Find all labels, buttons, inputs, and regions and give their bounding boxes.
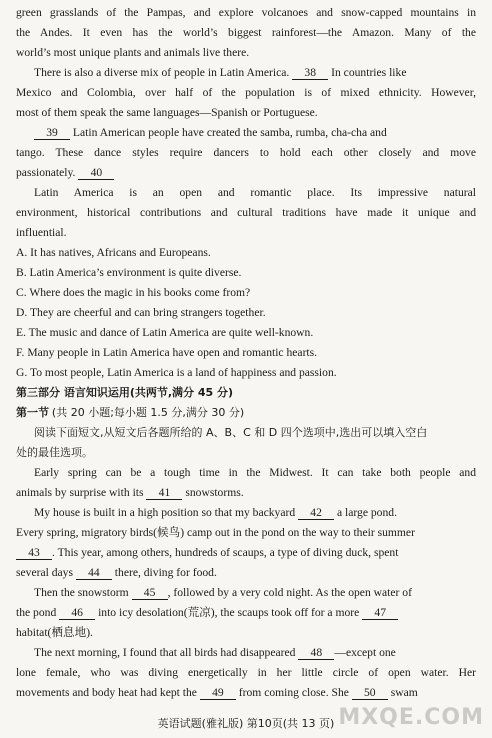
text-segment: several days xyxy=(16,566,73,579)
text-line: tango. These dance styles require dancers to hold each other closely and move xyxy=(16,146,476,159)
text-line xyxy=(16,686,476,700)
watermark-logo xyxy=(338,705,484,730)
blank-49: 49 xyxy=(200,687,236,700)
text-segment: —except one xyxy=(334,646,396,659)
text-line: environment, historical contributions and cultural traditions have made it unique and xyxy=(16,206,476,219)
text-segment: , followed by a very cold night. As the open water of xyxy=(167,586,412,599)
instruction-line: 处的最佳选项。 xyxy=(16,446,93,459)
text-segment: passionately. xyxy=(16,166,76,179)
text-segment: snowstorms. xyxy=(185,486,244,499)
text-line xyxy=(34,506,476,520)
option-c: C. Where does the magic in his books come from? xyxy=(16,286,251,299)
text-segment: Latin American people have created the samba, rumba, cha-cha and xyxy=(72,126,387,139)
blank-39: 39 xyxy=(34,127,70,140)
text-segment: Then the snowstorm xyxy=(34,586,129,599)
text-line xyxy=(34,126,476,140)
text-segment: into icy desolation(荒凉), the scaups took off for a more xyxy=(98,606,360,619)
text-line: Latin America is an open and romantic place. Its impressive natural xyxy=(34,186,476,199)
blank-43: 43 xyxy=(16,547,52,560)
text-segment: there, diving for food. xyxy=(114,566,217,579)
text-line: green grasslands of the Pampas, and explore volcanoes and snow-capped mountains in xyxy=(16,6,476,19)
text-line xyxy=(16,166,476,180)
option-d: D. They are cheerful and can bring strangers together. xyxy=(16,306,266,319)
text-line xyxy=(16,566,476,580)
blank-47: 47 xyxy=(362,607,398,620)
subsection-note: (共 20 小题;每小题 1.5 分,满分 30 分) xyxy=(51,406,245,419)
blank-50: 50 xyxy=(352,687,388,700)
blank-48: 48 xyxy=(298,647,334,660)
option-f: F. Many people in Latin America have open and romantic hearts. xyxy=(16,346,318,359)
section-heading: 第三部分 语言知识运用(共两节,满分 45 分) xyxy=(16,386,234,399)
text-line: world’s most unique plants and animals live there. xyxy=(16,46,250,59)
text-segment: the pond xyxy=(16,606,57,619)
text-line: Every spring, migratory birds(候鸟) camp out in the pond on the way to their summer xyxy=(16,526,415,539)
instruction-line: 阅读下面短文,从短文后各题所给的 A、B、C 和 D 四个选项中,选出可以填入空白 xyxy=(34,426,428,439)
text-segment: . This year, among others, hundreds of scaups, a type of diving duck, spent xyxy=(52,546,399,559)
text-segment: a large pond. xyxy=(336,506,397,519)
text-line xyxy=(34,66,476,80)
page-footer: 英语试题(雅礼版) 第10页(共 13 页) xyxy=(157,717,335,730)
option-a: A. It has natives, Africans and Europeans. xyxy=(16,246,211,259)
blank-46: 46 xyxy=(59,607,95,620)
option-g: G. To most people, Latin America is a land of happiness and passion. xyxy=(16,366,337,379)
text-line: influential. xyxy=(16,226,67,239)
text-segment: animals by surprise with its xyxy=(16,486,144,499)
text-line xyxy=(16,486,476,500)
blank-45: 45 xyxy=(132,587,168,600)
text-line: lone female, who was diving energetically in her little circle of open water. Her xyxy=(16,666,476,679)
text-segment: swam xyxy=(390,686,418,699)
blank-40: 40 xyxy=(78,167,114,180)
text-segment: In countries like xyxy=(331,66,407,79)
option-e: E. The music and dance of Latin America are quite well-known. xyxy=(16,326,314,339)
blank-44: 44 xyxy=(76,567,112,580)
text-line: Mexico and Colombia, over half of the population is of mixed ethnicity. However, xyxy=(16,86,476,99)
text-line: habitat(栖息地). xyxy=(16,626,93,639)
text-segment: from coming close. She xyxy=(238,686,349,699)
text-line xyxy=(34,646,476,660)
text-segment: The next morning, I found that all birds had disappeared xyxy=(34,646,296,659)
blank-41: 41 xyxy=(146,487,182,500)
text-line xyxy=(34,586,476,600)
subsection-title: 第一节 xyxy=(16,406,49,419)
text-segment: There is also a diverse mix of people in Latin America. xyxy=(34,66,290,79)
text-segment: My house is built in a high position so that my backyard xyxy=(34,506,296,519)
blank-42: 42 xyxy=(298,507,334,520)
option-b: B. Latin America’s environment is quite diverse. xyxy=(16,266,242,279)
text-line: the Andes. It even has the world’s biggest rainforest—the Amazon. Many of the xyxy=(16,26,476,39)
text-line: most of them speak the same languages—Spanish or Portuguese. xyxy=(16,106,318,119)
text-line: Early spring can be a tough time in the Midwest. It can take both people and xyxy=(34,466,476,479)
text-line xyxy=(16,546,476,560)
text-line xyxy=(16,606,476,620)
subsection-heading xyxy=(16,406,476,420)
blank-38: 38 xyxy=(292,67,328,80)
watermark-text: MXQE.COM xyxy=(338,705,484,730)
text-segment: movements and body heat had kept the xyxy=(16,686,197,699)
